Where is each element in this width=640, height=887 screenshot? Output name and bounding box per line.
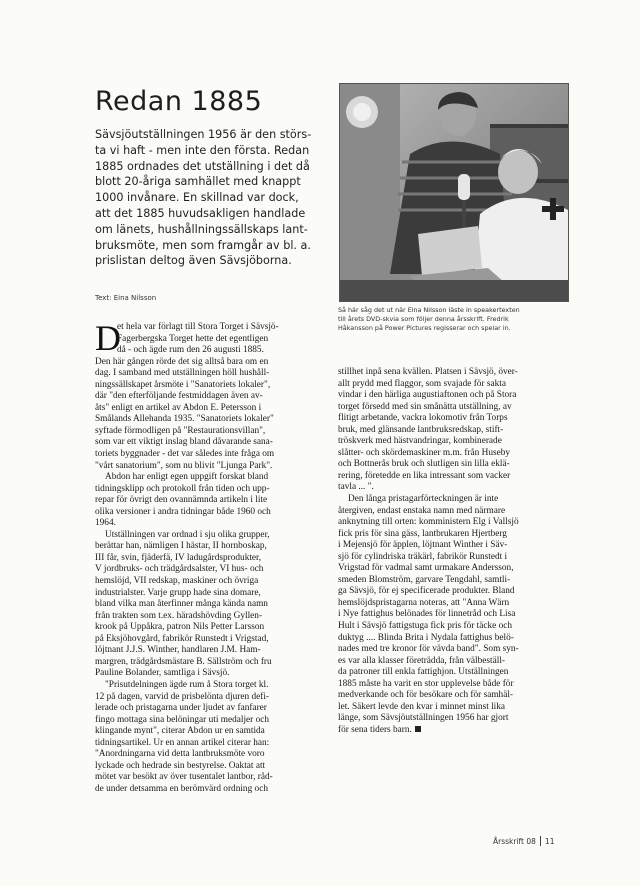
text-line: margren, trädgårdsmästare B. Sällström och fru [95,656,272,667]
text-line: Abdon har enligt egen uppgift forskat bland [105,472,269,483]
lead-line: 1000 invånare. En skillnad var dock, [95,191,299,205]
text-line: medverkande och för besökare och för samhäl- [338,690,514,701]
text-line: tidningsartikel. Ur en annan artikel citerar han: [95,737,270,748]
paragraph [338,494,578,736]
paragraph [95,680,335,795]
photo-image [340,84,568,301]
caption-line: Så här såg det ut när Eina Nilsson läste in speakertexten [338,306,520,314]
text-line: på Eksjöhovgård, fabrikör Runstedt i Vrigstad, [95,633,269,644]
text-line: let. Säkert levde den kvar i minnet minst lika [338,701,506,712]
text-line: Utställningen var ordnad i sju olika grupper, [105,529,270,540]
text-line: där "den efterföljande festmiddagen även av- [95,391,263,402]
text-line: berättar han, nämligen I hästar, II hornboskap, [95,541,267,552]
text-line: i Mejensjö för äpplen, löjtnant Winther i Säv- [338,540,508,551]
text-line: klingande mynt", citerar Abdon ur en samtida [95,726,265,737]
text-line: lerade och pristagarna under ljudet av fanfarer [95,703,267,714]
publication-name: Årsskrift 08 [493,837,536,846]
text-line: "Prisutdelningen ägde rum å Stora torget kl. [105,679,269,690]
text-line: bruk, med glänsande lantbruksredskap, stift- [338,424,504,435]
body-column-left [95,318,335,795]
text-line: Den långa pristagarförteckningen är inte [348,494,499,505]
lead-line: ta vi haft - men inte den första. Redan [95,143,310,157]
page-number: 11 [544,837,555,846]
text-line: syftade förmodligen på "Restaurationsvillan", [95,425,266,436]
text-line: de under detsamma en berömvärd ordning och [95,783,268,794]
text-line: Pauline Bolander, samtliga i Sävsjö. [95,668,230,679]
paragraph [338,367,578,494]
text-line: ga Sävsjö, för ej specificerade produkter. Bland [338,586,515,597]
article-lead [95,127,325,269]
text-line: krook på Uppåkra, patron Nils Petter Larsson [95,622,265,633]
text-line: Hult i Sävsjö fattigstuga fick pris för täcke och [338,621,513,632]
text-line: mötet var besökt av över tusentalet lantbor, råd- [95,772,273,783]
paragraph [95,472,335,530]
text-line: Fagerbergska Torget hette det egentligen [117,333,269,344]
lead-line: bruksmöte, men som framgår av bl. a. [95,238,311,252]
text-line: repar för övrigt den ovannämnda artikeln i lite [95,495,268,506]
text-line: et hela var förlagt till Stora Torget i Sävsjö- [117,322,279,332]
text-line: nades med tre kronor för vävda band". Som syn- [338,644,519,655]
text-line: 1964. [95,518,116,529]
paragraph [95,318,335,472]
article-title: Redan 1885 [95,86,263,117]
text-line: es var alla klasser företrädda, från välbeställ- [338,655,506,666]
text-line: 12 på dagen, varvid de prisbelönta djuren defi- [95,691,269,702]
text-line: stillhet inpå sena kvällen. Platsen i Sävsjö, över- [338,367,518,377]
text-line: "Anordningarna vid detta lantbruksmöte voro [95,749,265,760]
text-line: Den här gången rörde det sig alltså bara om en [95,356,269,367]
text-line: återgiven, endast enstaka namn med närmare [338,505,506,516]
text-line: tröskverk med hästvandringar, kombinerade [338,436,502,447]
text-line: dag. I samband med utställningen höll hushåll- [95,368,270,379]
text-line: toriets byggnader - det var således inte fråga om [95,449,275,460]
lead-line: prislistan deltog även Sävsjöborna. [95,254,292,268]
text-line: fingo mottaga sina belöningar uti medaljer och [95,714,270,725]
text-line: bland vilka man återfinner många kända namn [95,599,268,610]
text-line: 1885 måste ha varit en stor upplevelse både för [338,678,514,689]
text-line: olika versioner i andra tidningar både 1960 och [95,506,271,517]
drop-cap: D [95,318,121,358]
lead-line: om länets, hushållningssällskaps lant- [95,222,308,236]
text-line: hemslöjd, VII redskap, maskiner och övriga [95,576,259,587]
body-column-right [338,367,578,737]
page-footer [493,836,554,846]
text-line: flitigt arbetande, vackra lokomotiv från Torps [338,413,508,424]
lead-line: 1885 ordnades det utställning i det då [95,159,310,173]
text-line: anknytning till orten: komministern Elg i Vallsjö [338,517,519,528]
text-line: då - och ägde rum den 26 augusti 1885. [117,345,264,356]
text-line: från trakten som t.ex. häradshövding Gyllen- [95,610,263,621]
text-line: som var ett viktigt inslag bland dåvarande sana- [95,437,273,448]
text-line: Smålands Allehanda 1935. "Sanatoriets lokaler" [95,414,274,425]
text-line: löjtnant J.J.S. Winther, handlaren J.M. Ham- [95,645,261,656]
text-line: ningssällskapet årsmöte i "Sanatoriets lokaler", [95,379,271,390]
lead-line: blott 20-åriga samhället med knappt [95,175,301,189]
text-line: i Nye fattighus belönades för linnetråd och Lisa [338,609,516,620]
text-line: fick pris för sina gäss, lantbrukaren Hjertberg [338,528,507,539]
text-line: V jordbruks- och trädgårdsalster, VI hus- och [95,564,264,575]
byline: Text: Eina Nilsson [95,294,157,302]
lead-line: Sävsjöutställningen 1956 är den störs- [95,128,312,141]
text-line: och Bottnerås bruk och slutligen sin lilla eklä- [338,459,510,470]
text-line: "vårt sanatorium", som nu blivit "Ljunga Park". [95,460,273,471]
text-line: vindar i den härliga augustiaftonen och på Stora [338,390,517,401]
text-line: smeden Blomström, garvare Tengdahl, samtli- [338,574,511,585]
end-mark [415,726,421,732]
text-line: sjö för cylindriska träkärl, fabrikör Runstedt i [338,551,508,562]
caption-line: till årets DVD-skvia som följer denna årsskrift. Fredrik [338,315,509,323]
text-line: torget försedd med sin smånätta utställning, av [338,401,512,412]
text-line: åts" enligt en artikel av Abdon E. Petersson i [95,402,262,413]
text-line: III får, svin, fjäderfä, IV ladugårdsprodukter, [95,552,262,563]
text-line: tavla ... ". [338,482,374,493]
text-line: da patroner till enkla fattighjon. Utställningen [338,667,509,678]
caption-line: Håkansson på Power Pictures regisserar och spelar in. [338,324,511,332]
text-line: rering, företedde en lika intressant som vacker [338,470,511,481]
photo-caption [338,306,578,333]
text-line: slåtter- och skördemaskiner m.m. från Huseby [338,447,511,458]
text-line: lyckade och hedrade sin bestyrelse. Oaktat att [95,760,266,771]
lead-line: att det 1885 huvudsakligen handlade [95,206,306,220]
text-line: industrialster. Varje grupp hade sina domare, [95,587,261,598]
text-line: tidningsklipp och protokoll från tiden och upp- [95,483,270,494]
footer-divider [540,836,541,846]
text-line: för sena tiders barn. [338,725,578,737]
paragraph [95,530,335,680]
text-line: hemslöjdspristagarna noteras, att "Anna Wärn [338,597,510,608]
text-line: länge, som Sävsjöutställningen 1956 har gjort [338,713,509,724]
text-line: allt prydd med flaggor, som svajade för sakta [338,378,506,389]
text-line: duktyg .... Blinda Brita i Nydala fattighus belö- [338,632,514,643]
article-photo [339,83,569,302]
text-line: Vrigstad för vadmal samt urmakare Andersson, [338,563,514,574]
